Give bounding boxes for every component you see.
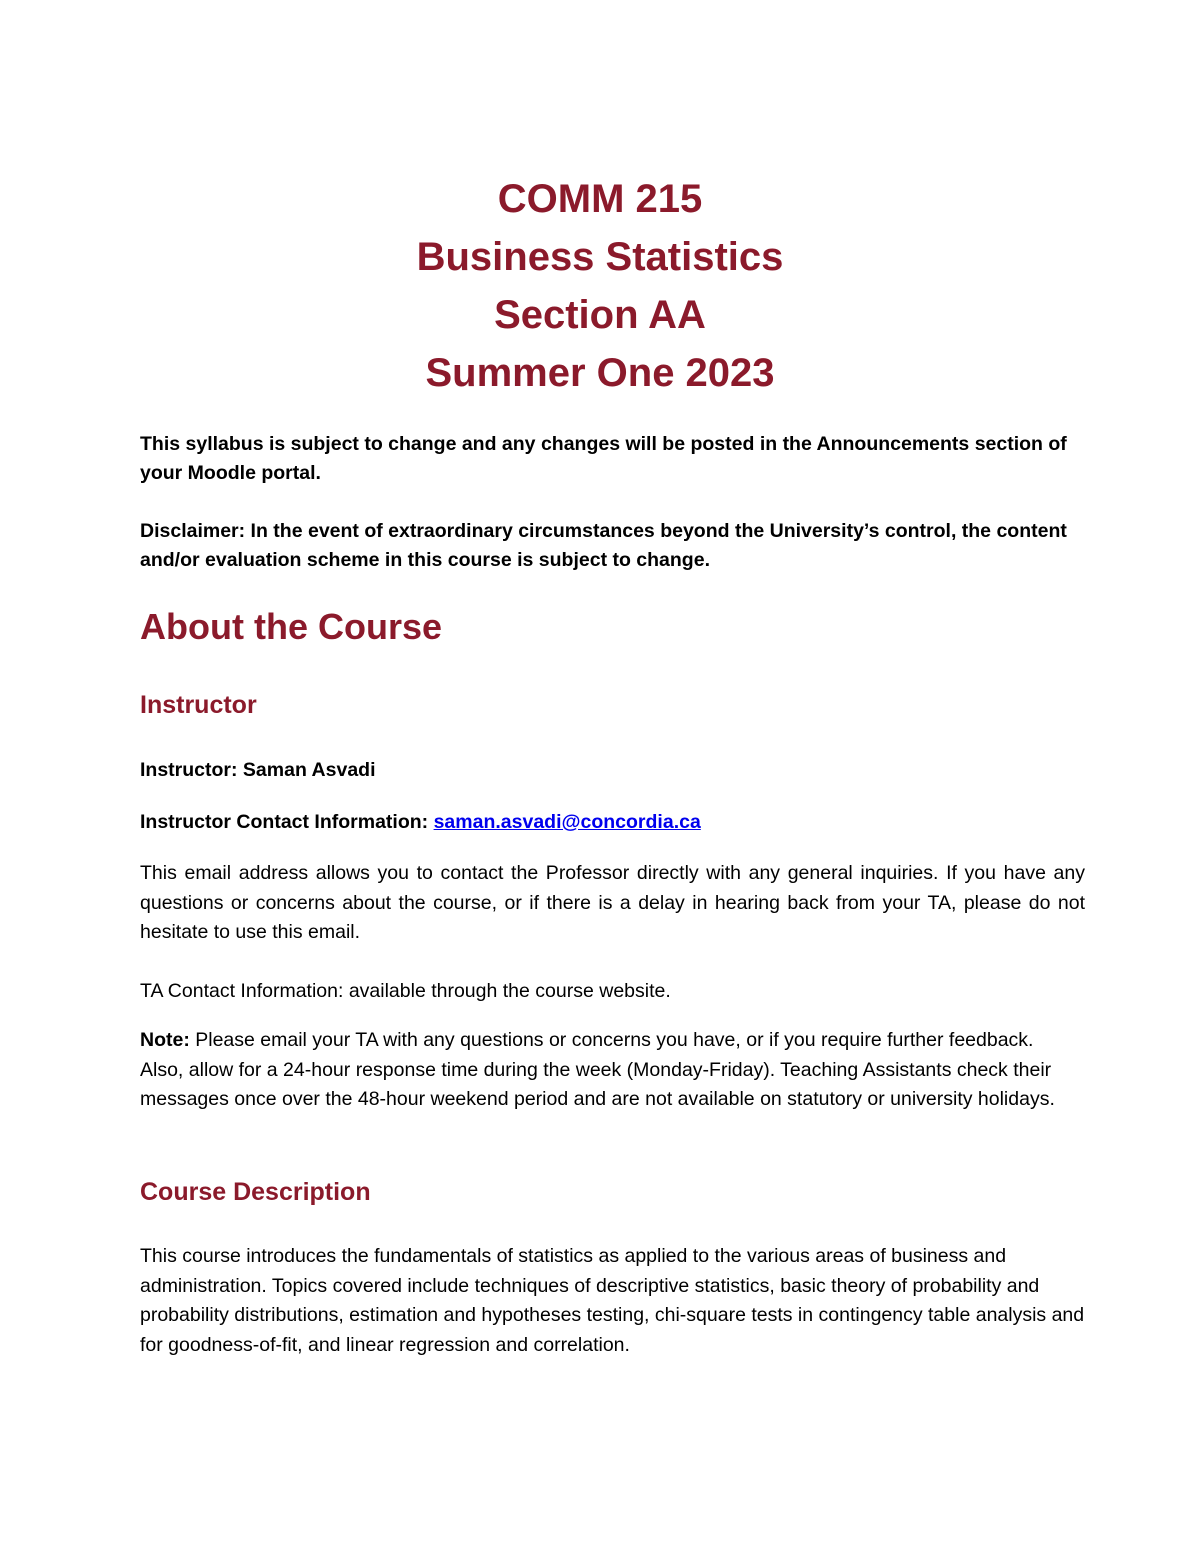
about-course-heading: About the Course xyxy=(140,606,442,647)
instructor-heading: Instructor xyxy=(140,691,257,719)
instructor-email-link[interactable]: saman.asvadi@concordia.ca xyxy=(433,811,701,833)
syllabus-notice: This syllabus is subject to change and any changes will be posted in the Announcements section of your Moodle portal. xyxy=(140,433,1067,484)
course-section: Section AA xyxy=(494,293,706,337)
note-text: Please email your TA with any questions or concerns you have, or if you require further feedback. Also, allow for a 24-hour response time during the week (Monday-Friday). Teaching Assistants check their messages once over the 48-hour weekend period and are not available on statutory or university holidays. xyxy=(140,1029,1055,1110)
course-title-block xyxy=(0,170,1200,402)
ta-contact-info: TA Contact Information: available through the course website. xyxy=(140,980,671,1002)
instructor-name: Instructor: Saman Asvadi xyxy=(140,759,376,781)
ta-note xyxy=(140,1026,1060,1115)
note-label: Note: xyxy=(140,1029,190,1051)
course-description: This course introduces the fundamentals of statistics as applied to the various areas of business and administration. Topics covered include techniques of descriptive statistics, basic theory of probability and probability distributions, estimation and hypotheses testing, chi-square tests in contingency table analysis and for goodness-of-fit, and linear regression and correlation. xyxy=(140,1245,1085,1356)
course-name: Business Statistics xyxy=(416,235,784,279)
instructor-contact xyxy=(140,808,1085,838)
disclaimer: Disclaimer: In the event of extraordinary circumstances beyond the University’s control, the content and/or evaluation scheme in this course is subject to change. xyxy=(140,520,1067,571)
course-description-heading: Course Description xyxy=(140,1178,371,1206)
instructor-contact-label: Instructor Contact Information: xyxy=(140,811,434,833)
course-term: Summer One 2023 xyxy=(425,351,775,395)
course-code: COMM 215 xyxy=(497,177,703,221)
email-note: This email address allows you to contact the Professor directly with any general inquiries. If you have any questions or concerns about the course, or if there is a delay in hearing back from your TA, please do not hesitate to use this email. xyxy=(140,862,1085,943)
